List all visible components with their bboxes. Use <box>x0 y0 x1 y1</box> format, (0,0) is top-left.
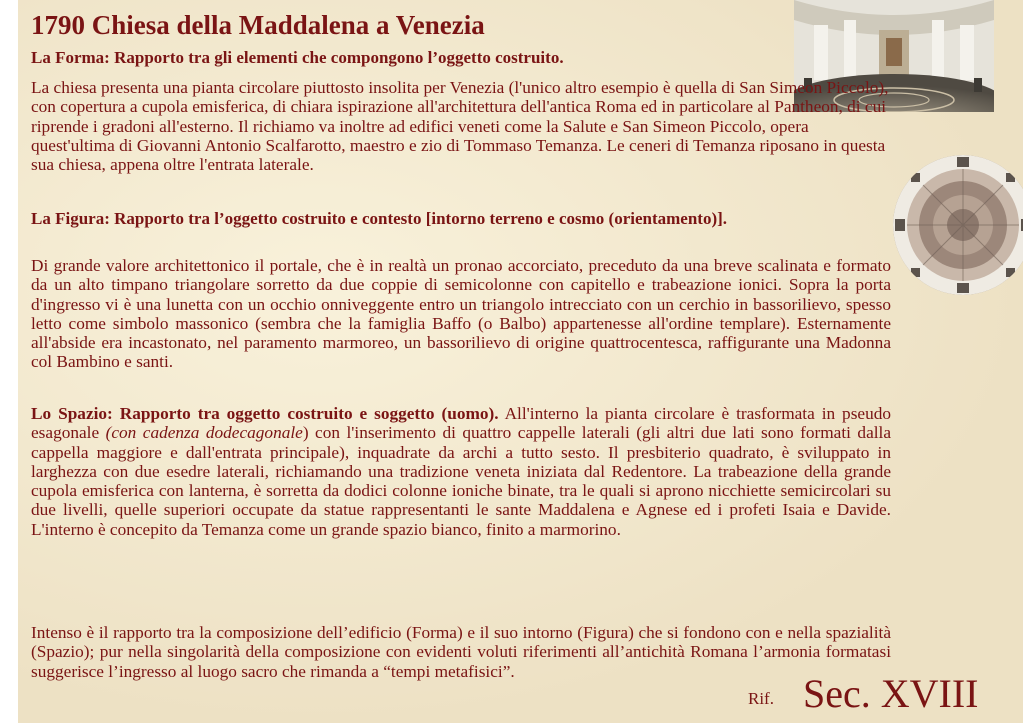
forma-heading: La Forma: Rapporto tra gli elementi che compongono l’oggetto costruito. <box>31 48 564 67</box>
spazio-paragraph <box>31 404 891 539</box>
spazio-heading: Lo Spazio: Rapporto tra oggetto costruito e soggetto (uomo). <box>31 404 499 423</box>
spazio-text-a: All'interno la pianta circolare è trasformata in pseudo esagonale <box>31 404 892 443</box>
figura-text: Di grande valore architettonico il portale, che è in realtà un pronao accorciato, preceduto da una breve scalinata e formato da un alto timpano triangolare sorretto da due coppie di semicolonne con capitello e trabeazione ionici. Sopra la porta d'ingresso vi è una lunetta con un occhio onniveggente entro un triangolo intrecciato con un cerchio in bassorilievo, spesso letto come simbolo massonico (sembra che la famiglia Baffo (o Balbo) appartenesse all'ordine templare). Esternamente all'abside era incastonato, nel paramento marmoreo, un bassorilievo di origine quattrocentesca, raffigurante una Madonna col Bambino e santi. <box>31 256 891 372</box>
document-page <box>18 0 1023 723</box>
century-label: Sec. XVIII <box>803 671 979 716</box>
spazio-text-b: ) con l'inserimento di quattro cappelle laterali (gli altri due lati sono formati dalla cappella maggiore e dall'entrata principale), inquadrate da archi a tutto sesto. Il presbiterio quadrato, è sviluppato in larghezza con due esedre laterali, richiamando una tradizione veneta iniziata dal Redentore. La trabeazione della grande cupola emisferica con lanterna, è sorretta da dodici colonne ioniche binate, tra le quali si aprono nicchiette semicircolari su due livelli, quelle superiori occupate da statue rappresentanti le sante Maddalena e Agnese ed i profeti Isaia e Davide. L'interno è concepito da Temanza come un grande spazio bianco, finito a marmorino. <box>31 423 892 539</box>
page-title: 1790 Chiesa della Maddalena a Venezia <box>31 10 485 40</box>
figura-heading: La Figura: Rapporto tra l’oggetto costruito e contesto [intorno terreno e cosmo (orientamento)]. <box>31 209 728 228</box>
spazio-text-italic: (con cadenza dodecagonale <box>105 423 303 443</box>
dome-photo <box>893 155 1023 295</box>
conclusione-text: Intenso è il rapporto tra la composizione dell’edificio (Forma) e il suo intorno (Figura) che si fondono con e nella spazialità (Spazio); pur nella singolarità della composizione con evidenti voluti riferimenti all’antichità Romana l’armonia formatasi suggerisce l’ingresso al luogo sacro che rimanda a “tempi metafisici”. <box>31 623 891 681</box>
rif-label: Rif. <box>748 689 774 708</box>
forma-text: La chiesa presenta una pianta circolare piuttosto insolita per Venezia (l'unico altro esempio è quella di San Simeon Piccolo), con copertura a cupola emisferica, di chiara ispirazione all'architettura dell'antica Roma ed in particolare al Pantheon, di cui riprende i gradoni all'esterno. Il richiamo va inoltre ad edifici veneti come la Salute e San Simeon Piccolo, opera quest'ultima di Giovanni Antonio Scalfarotto, maestro e zio di Tommaso Temanza. Le ceneri di Temanza riposano in questa sua chiesa, appena oltre l'entrata laterale. <box>31 78 889 175</box>
